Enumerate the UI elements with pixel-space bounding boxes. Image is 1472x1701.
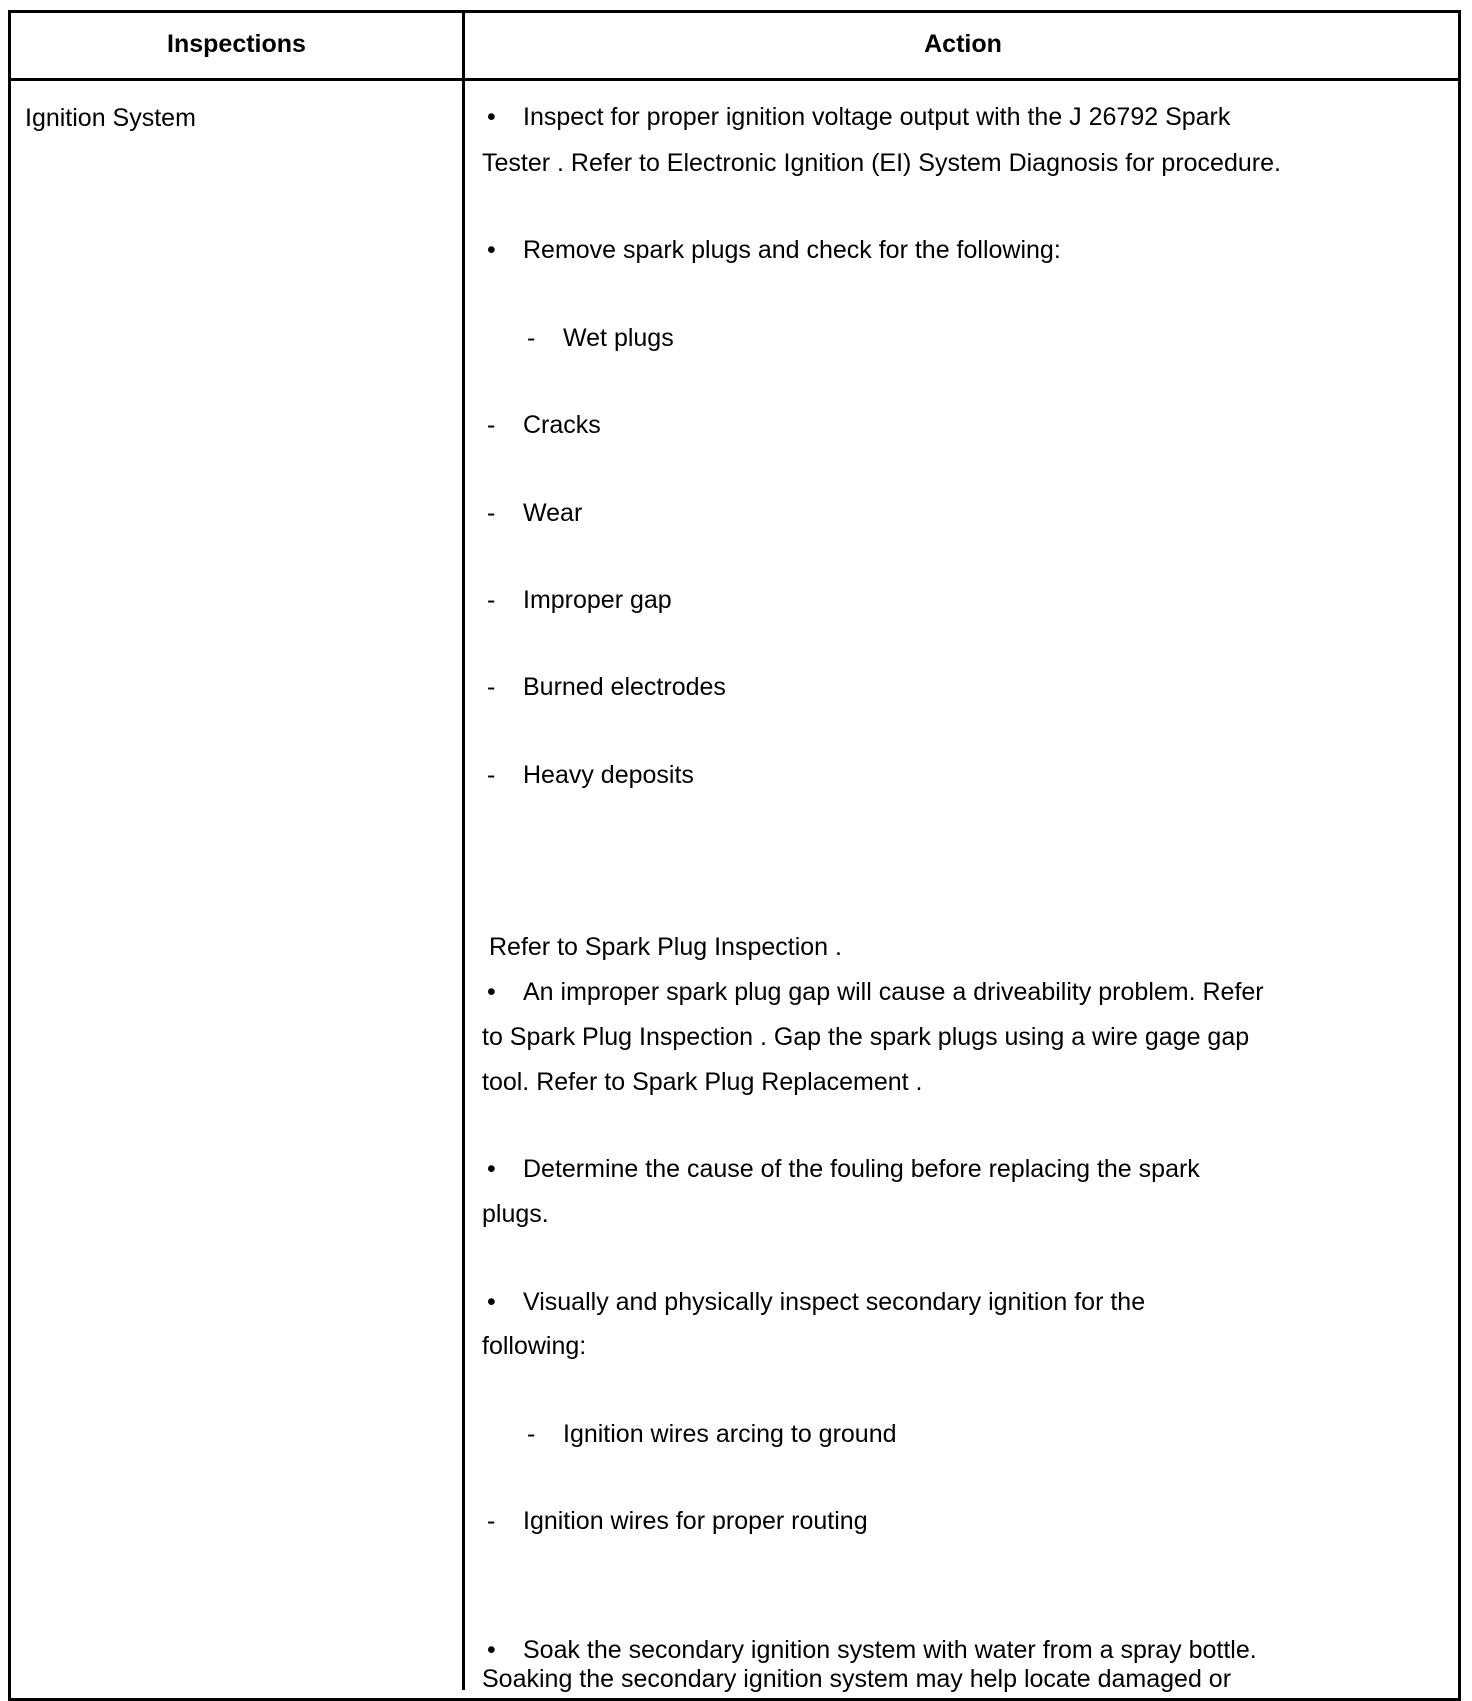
bullet-icon: •	[487, 236, 496, 264]
action-text-line: Soak the secondary ignition system with water from a spray bottle.	[523, 1636, 1257, 1664]
check-item: Burned electrodes	[523, 673, 726, 701]
action-text-line: Visually and physically inspect secondary ignition for the	[523, 1288, 1146, 1316]
dash-icon: -	[527, 1420, 536, 1448]
action-text-line: following:	[482, 1332, 587, 1360]
bullet-icon: •	[487, 103, 496, 131]
inspections-header: Inspections	[167, 30, 306, 58]
check-item: Ignition wires arcing to ground	[563, 1420, 897, 1448]
check-item: Wet plugs	[563, 324, 674, 352]
check-item: Ignition wires for proper routing	[523, 1507, 868, 1535]
check-item: Wear	[523, 499, 583, 527]
bullet-icon: •	[487, 978, 496, 1006]
action-text-line: An improper spark plug gap will cause a driveability problem. Refer	[523, 978, 1264, 1006]
bullet-icon: •	[487, 1288, 496, 1316]
action-text-line: plugs.	[482, 1200, 549, 1228]
dash-icon: -	[487, 761, 496, 789]
bullet-icon: •	[487, 1636, 496, 1664]
bullet-icon: •	[487, 1155, 496, 1183]
column-divider	[462, 10, 465, 1690]
dash-icon: -	[487, 586, 496, 614]
action-text-line: Refer to Spark Plug Inspection .	[489, 933, 842, 961]
dash-icon: -	[487, 499, 496, 527]
dash-icon: -	[487, 1507, 496, 1535]
action-text-line: Inspect for proper ignition voltage output with the J 26792 Spark	[523, 103, 1231, 131]
action-text-line: Determine the cause of the fouling before replacing the spark	[523, 1155, 1200, 1183]
action-header: Action	[924, 30, 1002, 58]
action-text-line: Remove spark plugs and check for the following:	[523, 236, 1061, 264]
action-text-line: Soaking the secondary ignition system may help locate damaged or	[482, 1665, 1232, 1693]
check-item: Cracks	[523, 411, 601, 439]
action-text-line: Tester . Refer to Electronic Ignition (EI) System Diagnosis for procedure.	[482, 149, 1281, 177]
check-item: Improper gap	[523, 586, 672, 614]
header-divider	[8, 78, 1461, 81]
inspection-ignition-system: Ignition System	[25, 104, 196, 132]
dash-icon: -	[487, 673, 496, 701]
dash-icon: -	[487, 411, 496, 439]
check-item: Heavy deposits	[523, 761, 694, 789]
action-text-line: to Spark Plug Inspection . Gap the spark plugs using a wire gage gap	[482, 1023, 1250, 1051]
action-text-line: tool. Refer to Spark Plug Replacement .	[482, 1068, 923, 1096]
dash-icon: -	[527, 324, 536, 352]
